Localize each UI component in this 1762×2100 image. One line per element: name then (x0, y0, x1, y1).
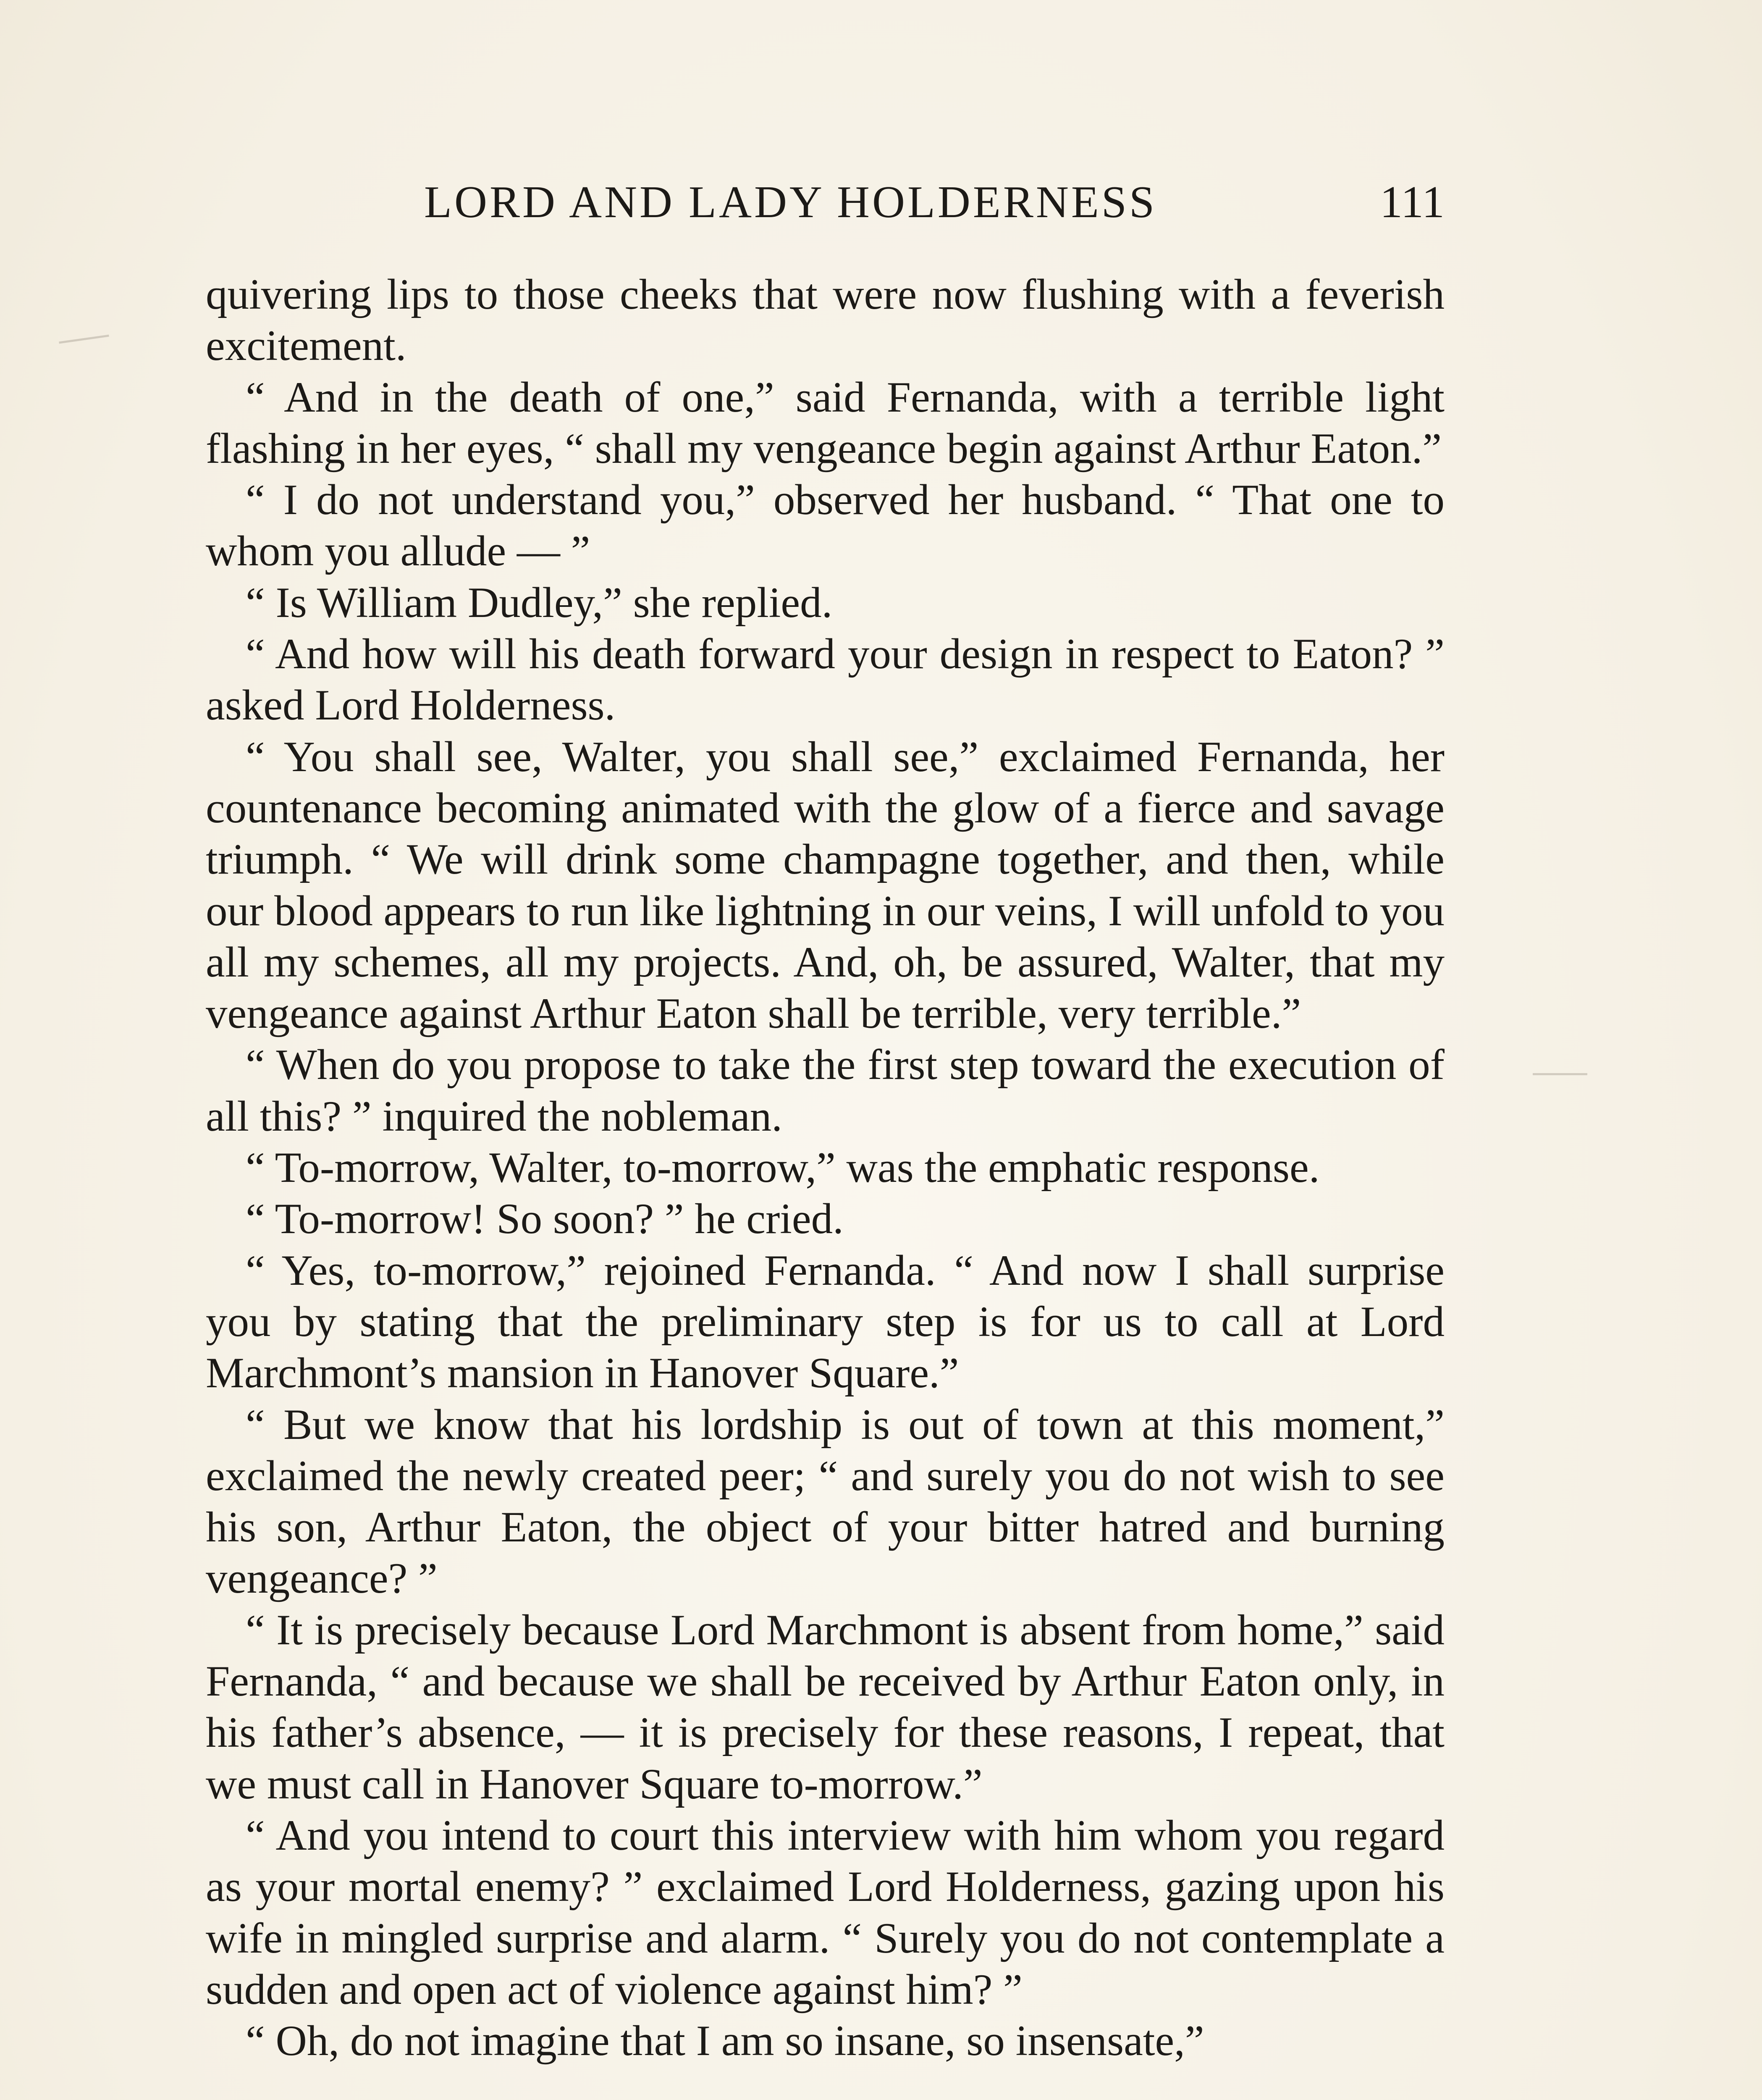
paragraph: “ I do not understand you,” observed her husband. “ That one to whom you allude — ” (206, 476, 1445, 575)
margin-stray-mark (59, 335, 109, 344)
body-text (206, 269, 1445, 2066)
paragraph: “ To-morrow, Walter, to-morrow,” was the emphatic response. (246, 1144, 1320, 1192)
paragraph: quivering lips to those cheeks that were now flushing with a feverish excitement. (206, 270, 1445, 370)
paragraph: “ Is William Dudley,” she replied. (246, 578, 833, 627)
page-number: 111 (1380, 177, 1445, 227)
paragraph: “ And in the death of one,” said Fernanda, with a terrible light flashing in her eyes, “ shall my vengeance begin against Arthur Eaton.” (206, 373, 1445, 472)
paragraph: “ It is precisely because Lord Marchmont is absent from home,” said Fernanda, “ and because we shall be received by Arthur Eaton only, in his father’s absence, — it is precisely for these reasons, I repeat, that we must call in Hanover Square to-morrow.” (206, 1606, 1445, 1808)
running-head: LORD AND LADY HOLDERNESS (424, 177, 1157, 227)
paragraph: “ And you intend to court this interview with him whom you regard as your mortal enemy? ” exclaimed Lord Holderness, gazing upon his wife in mingled surprise and alarm. “ Surely you do not contemplate a sudden and open act of violence against him? ” (206, 1811, 1445, 2013)
paragraph: “ When do you propose to take the first step toward the execution of all this? ” inquired the nobleman. (206, 1041, 1445, 1140)
page-header (206, 176, 1445, 244)
paragraph: “ Yes, to-morrow,” rejoined Fernanda. “ And now I shall surprise you by stating that the preliminary step is for us to call at Lord Marchmont’s mansion in Hanover Square.” (206, 1246, 1445, 1397)
margin-stray-mark (1533, 1073, 1587, 1075)
paragraph: “ Oh, do not imagine that I am so insane, so insensate,” (246, 2017, 1204, 2065)
paragraph: “ To-morrow! So soon? ” he cried. (246, 1195, 844, 1243)
paragraph: “ But we know that his lordship is out of town at this moment,” exclaimed the newly created peer; “ and surely you do not wish to see his son, Arthur Eaton, the object of your bitter hatred and burning vengeance? ” (206, 1400, 1445, 1603)
paragraph: “ You shall see, Walter, you shall see,” exclaimed Fernanda, her countenance becoming animated with the glow of a fierce and savage triumph. “ We will drink some champagne together, and then, while our blood appears to run like lightning in our veins, I will unfold to you all my schemes, all my projects. And, oh, be assured, Walter, that my vengeance against Arthur Eaton shall be terrible, very terrible.” (206, 732, 1445, 1038)
paragraph: “ And how will his death forward your design in respect to Eaton? ” asked Lord Holderness. (206, 630, 1445, 730)
